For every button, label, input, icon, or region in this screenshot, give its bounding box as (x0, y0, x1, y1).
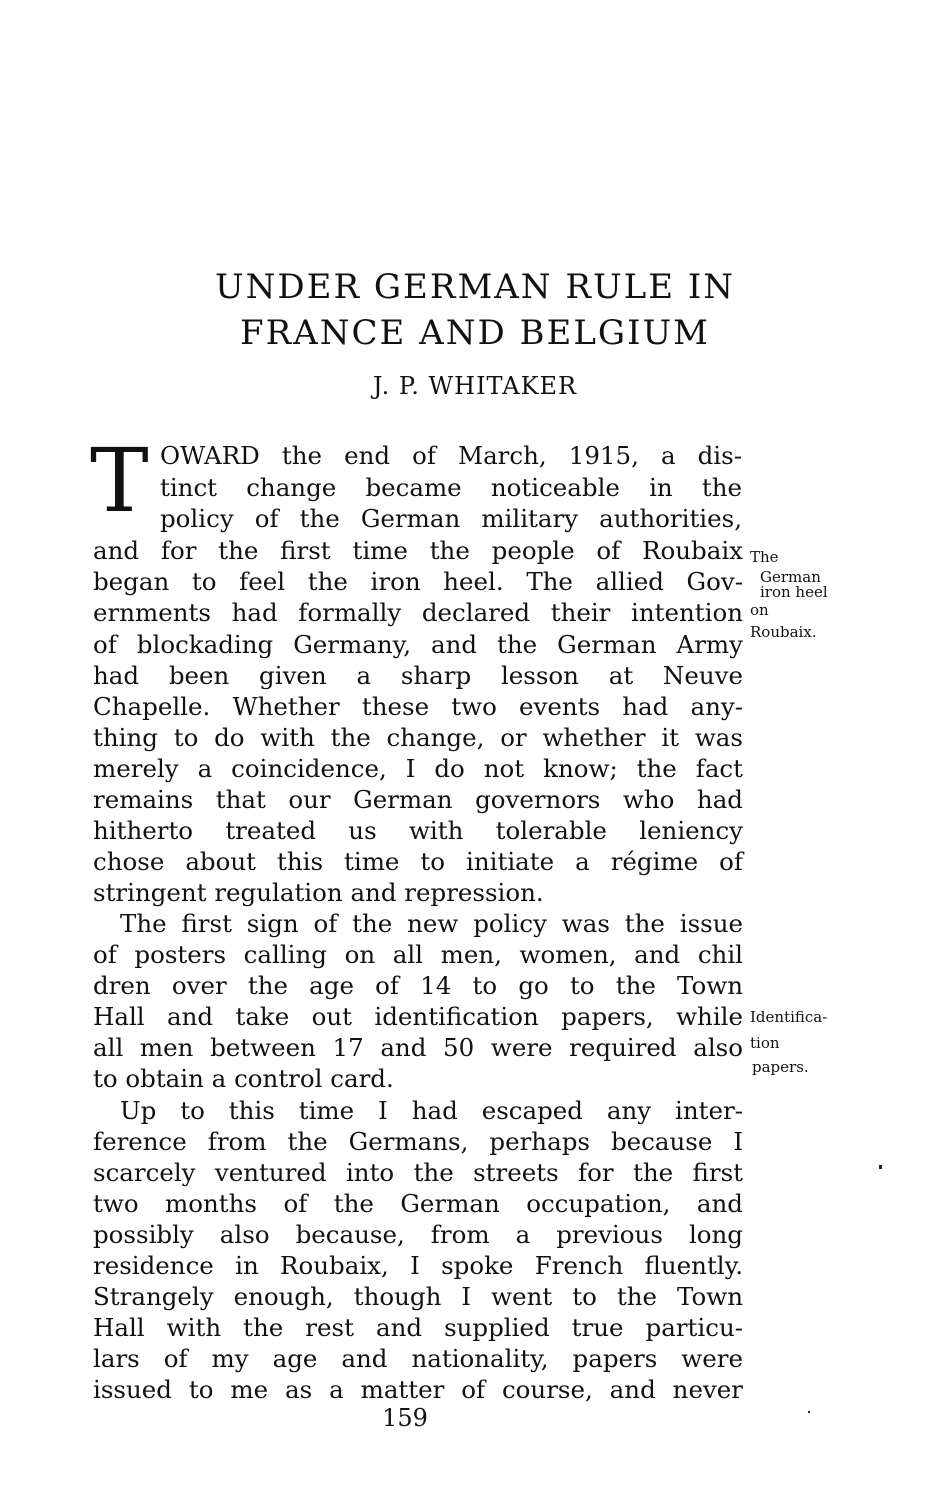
text-line: scarcely ventured into the streets for the first (93, 1158, 743, 1187)
text-line: of posters calling on all men, women, and chil (93, 940, 743, 969)
marginal-note-line: Roubaix. (750, 623, 817, 641)
chapter-title-line-1: UNDER GERMAN RULE IN (214, 267, 736, 307)
scan-speck (808, 1411, 810, 1413)
text-line: Up to this time I had escaped any inter- (120, 1096, 743, 1125)
text-line: The first sign of the new policy was the issue (120, 909, 743, 938)
text-line: had been given a sharp lesson at Neuve (93, 661, 743, 690)
scan-speck (879, 1165, 882, 1169)
text-line: Chapelle. Whether these two events had any- (93, 692, 743, 721)
text-line: policy of the German military authorities, (160, 504, 742, 533)
author-name: J. P. WHITAKER (372, 372, 578, 400)
text-line: of blockading Germany, and the German Army (93, 630, 743, 659)
marginal-note-line: The (750, 548, 779, 566)
text-line: ference from the Germans, perhaps because I (93, 1127, 743, 1156)
text-line: dren over the age of 14 to go to the Town (93, 971, 743, 1000)
text-line: lars of my age and nationality, papers were (93, 1344, 743, 1373)
text-line: Hall and take out identification papers, while (93, 1002, 743, 1031)
text-line: two months of the German occupation, and (93, 1189, 743, 1218)
text-line: Strangely enough, though I went to the Town (93, 1282, 743, 1311)
text-line: tinct change became noticeable in the (160, 473, 742, 502)
marginal-note-line: on (750, 601, 769, 619)
marginal-note-line: papers. (752, 1058, 809, 1076)
text-line: residence in Roubaix, I spoke French fluently. (93, 1251, 743, 1280)
marginal-note-line: German (760, 568, 821, 586)
chapter-title-line-2: FRANCE AND BELGIUM (240, 313, 710, 353)
marginal-note-line: iron heel (760, 583, 828, 601)
text-line: remains that our German governors who had (93, 785, 743, 814)
marginal-note-line: tion (750, 1034, 780, 1052)
text-line: merely a coincidence, I do not know; the fact (93, 754, 743, 783)
marginal-note-line: Identifica- (750, 1008, 828, 1026)
text-line: hitherto treated us with tolerable leniency (93, 816, 743, 845)
text-line: stringent regulation and repression. (93, 878, 544, 907)
text-line: issued to me as a matter of course, and never (93, 1375, 743, 1404)
text-line: all men between 17 and 50 were required also (93, 1033, 743, 1062)
text-line: thing to do with the change, or whether it was (93, 723, 743, 752)
text-line: possibly also because, from a previous long (93, 1220, 743, 1249)
page-number: 159 (382, 1404, 428, 1432)
text-line: to obtain a control card. (93, 1064, 394, 1093)
text-line: Hall with the rest and supplied true particu- (93, 1313, 743, 1342)
text-line: ernments had formally declared their intention (93, 598, 743, 627)
text-line: OWARD the end of March, 1915, a dis- (160, 441, 742, 470)
drop-cap: T (90, 429, 149, 532)
text-line: and for the first time the people of Roubaix (93, 536, 743, 565)
text-line: began to feel the iron heel. The allied Gov- (93, 567, 743, 596)
text-line: chose about this time to initiate a régime of (93, 847, 743, 876)
